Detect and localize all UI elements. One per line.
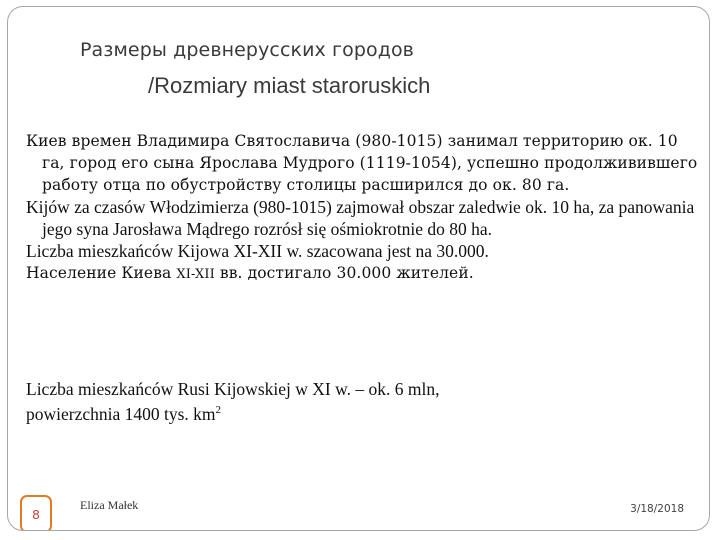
- ru-population-text-start: Население Киева: [26, 264, 177, 282]
- slide: [7, 6, 710, 531]
- ru-population-centuries: XI-XII: [176, 267, 215, 282]
- page-number: 8: [32, 507, 40, 522]
- paragraph-pl-population: Liczba mieszkańców Kijowa XI-XII w. szacowana jest na 30.000.: [26, 241, 489, 261]
- paragraph-pl-kiev-area: Kijów za czasów Włodzimierza (980-1015) zajmował obszar zaledwie ok. 10 ha, za panowania jego syna Jarosława Mądrego rozrósł się ośmiokrotnie do 80 ha.: [26, 197, 695, 239]
- extra-area-text: powierzchnia 1400 tys. km: [26, 404, 216, 424]
- extra-line-population: Liczba mieszkańców Rusi Kijowskiej w XI w. – ok. 6 mln,: [26, 379, 440, 399]
- paragraph-ru-kiev-area: Киев времен Владимира Святославича (980-1015) занимал территорию ок. 10 га, город его сына Ярослава Мудрого (1119-1054), успешно продолживившего работу отца по обустройству столицы расширился до ок. 80 га.: [26, 132, 698, 194]
- page-number-badge: [20, 495, 52, 531]
- slide-title-polish: /Rozmiary miast staroruskich: [148, 73, 431, 98]
- slide-body: [26, 130, 698, 286]
- footer-author: Eliza Małek: [80, 498, 139, 512]
- slide-title-russian: Размеры древнерусских городов: [80, 39, 414, 61]
- extra-area-superscript: 2: [215, 404, 222, 416]
- ru-population-text-end: вв. достигало 30.000 жителей.: [214, 264, 474, 282]
- paragraph-ru-population: [26, 262, 698, 286]
- footer-date: 3/18/2018: [630, 503, 684, 515]
- extra-line-area: [26, 402, 698, 427]
- slide-extra: [26, 377, 698, 427]
